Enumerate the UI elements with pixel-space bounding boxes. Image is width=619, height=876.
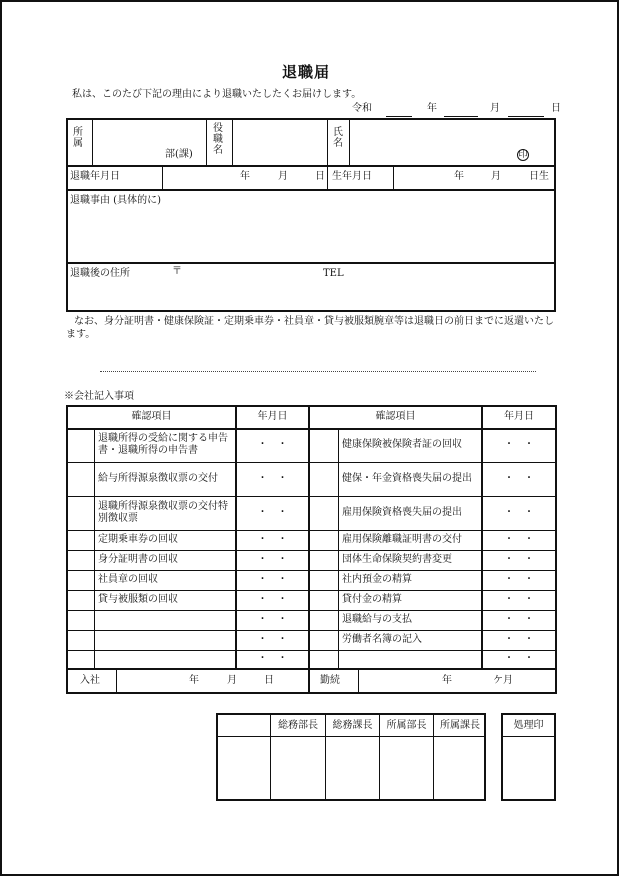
check-item-left — [98, 650, 234, 668]
date-line — [352, 102, 562, 116]
approval-header-ds: 所属課長 — [440, 720, 480, 731]
postal-mark: 〒 — [172, 266, 182, 277]
check-item-right: 健康保険被保険者証の回収 — [342, 439, 462, 450]
check-item-left — [98, 630, 234, 650]
check-item-right: 健保・年金資格喪失届の提出 — [342, 473, 472, 484]
check-date-left: ・ ・ — [257, 594, 288, 605]
check-item-right: 労働者名簿の記入 — [342, 634, 422, 645]
tel-label: TEL — [323, 268, 344, 279]
check-date-right: ・ ・ — [504, 439, 534, 450]
join-day-unit: 日 — [264, 675, 274, 686]
reason-label: 退職事由 (具体的に) — [70, 195, 161, 206]
check-item-right: 退職給与の支払 — [342, 614, 412, 625]
affiliation-label: 所属 — [73, 127, 83, 149]
check-date-left: ・ ・ — [257, 554, 288, 565]
check-date-left: ・ ・ — [257, 439, 288, 450]
check-date-left: ・ ・ — [257, 653, 288, 664]
col-header-date-left: 年月日 — [257, 411, 288, 422]
check-date-left: ・ ・ — [257, 614, 288, 625]
check-item-left: 社員章の回収 — [98, 574, 158, 585]
company-section-heading: ※会社記入事項 — [64, 391, 134, 402]
retire-month-unit: 月 — [278, 171, 288, 182]
check-date-right: ・ ・ — [504, 507, 534, 518]
join-month-unit: 月 — [227, 675, 237, 686]
join-label: 入社 — [80, 675, 100, 686]
check-item-right: 雇用保険資格喪失届の提出 — [342, 507, 462, 518]
retire-year-unit: 年 — [240, 171, 250, 182]
tenure-label: 勤続 — [320, 675, 340, 686]
check-date-right: ・ ・ — [504, 594, 534, 605]
dept-label: 部(課) — [165, 149, 193, 160]
birth-day-unit: 日生 — [529, 171, 549, 182]
date-era: 令和 — [352, 103, 372, 114]
tenure-year-unit: 年 — [442, 675, 452, 686]
check-item-left — [98, 610, 234, 630]
check-item-right: 貸付金の精算 — [342, 594, 402, 605]
check-date-left: ・ ・ — [257, 634, 288, 645]
approval-header-gm: 総務部長 — [278, 720, 318, 731]
check-date-right: ・ ・ — [504, 614, 534, 625]
check-item-left: 給与所得源泉徴収票の交付 — [98, 473, 218, 484]
check-item-right: 社内預金の精算 — [342, 574, 412, 585]
col-header-item-left: 確認項目 — [131, 411, 172, 422]
intro-text: 私は、このたび下記の理由により退職いたしたくお届けします。 — [72, 89, 362, 100]
check-date-left: ・ ・ — [257, 507, 288, 518]
retire-date-label: 退職年月日 — [70, 171, 120, 182]
check-item-right: 団体生命保険契約書変更 — [342, 554, 452, 565]
check-date-right: ・ ・ — [504, 554, 534, 565]
check-item-right — [342, 650, 480, 668]
birth-month-unit: 月 — [491, 171, 501, 182]
check-date-right: ・ ・ — [504, 534, 534, 545]
approval-header-gs: 総務課長 — [332, 720, 373, 731]
approval-header-dm: 所属部長 — [386, 720, 427, 731]
name-label: 氏名 — [333, 127, 343, 149]
check-item-left: 定期乗車券の回収 — [98, 534, 178, 545]
date-day: 日 — [551, 103, 561, 114]
check-item-left: 身分証明書の回収 — [98, 554, 178, 565]
join-year-unit: 年 — [189, 675, 199, 686]
tenure-month-unit: ケ月 — [493, 675, 513, 686]
date-year: 年 — [427, 103, 437, 114]
check-date-left: ・ ・ — [257, 534, 288, 545]
process-stamp-label: 処理印 — [513, 720, 544, 731]
page-title: 退職届 — [282, 63, 331, 81]
date-month: 月 — [490, 103, 500, 114]
birth-date-label: 生年月日 — [332, 171, 372, 182]
check-date-right: ・ ・ — [504, 634, 534, 645]
check-item-left: 貸与被服類の回収 — [98, 594, 178, 605]
return-note: なお、身分証明書・健康保険証・定期乗車券・社員章・貸与被服類腕章等は退職日の前日までに返還いたします。 — [66, 316, 554, 340]
col-header-date-right: 年月日 — [504, 411, 534, 422]
check-item-right: 雇用保険離職証明書の交付 — [342, 534, 462, 545]
check-date-right: ・ ・ — [504, 574, 534, 585]
separator — [100, 371, 536, 372]
position-label: 役職名 — [213, 123, 223, 156]
check-date-left: ・ ・ — [257, 473, 288, 484]
check-date-left: ・ ・ — [257, 574, 288, 585]
check-item-left: 退職所得の受給に関する申告書・退職所得の申告書 — [98, 433, 228, 456]
check-date-right: ・ ・ — [504, 473, 534, 484]
retire-day-unit: 日 — [315, 171, 325, 182]
seal-icon: 印 — [518, 150, 528, 160]
birth-year-unit: 年 — [454, 171, 464, 182]
col-header-item-right: 確認項目 — [375, 411, 416, 422]
personal-info-box — [66, 118, 556, 312]
address-label: 退職後の住所 — [70, 268, 130, 279]
check-date-right: ・ ・ — [504, 653, 534, 664]
check-item-left: 退職所得源泉徴収票の交付特別徴収票 — [98, 501, 228, 524]
